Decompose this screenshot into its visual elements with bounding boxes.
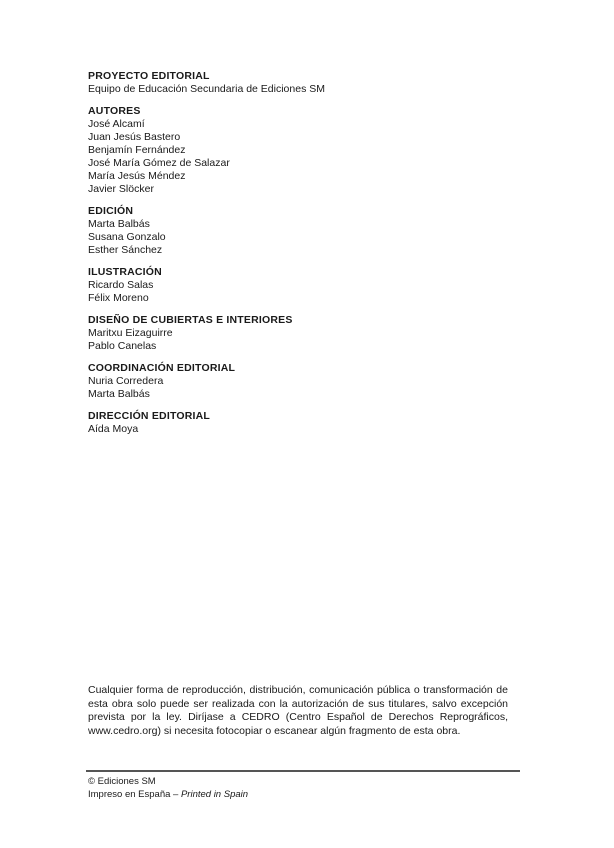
section-heading: COORDINACIÓN EDITORIAL (88, 362, 236, 374)
credit-name: Marta Balbás (88, 218, 150, 230)
copyright-line: © Ediciones SM (88, 776, 156, 787)
credit-section (88, 410, 518, 436)
credit-name: Susana Gonzalo (88, 231, 166, 243)
credit-name: Marta Balbás (88, 388, 150, 400)
section-heading: DIRECCIÓN EDITORIAL (88, 410, 211, 422)
credit-section (88, 362, 518, 401)
credit-name: María Jesús Méndez (88, 170, 186, 182)
credit-section (88, 266, 518, 305)
footer-divider (86, 770, 520, 772)
section-heading: EDICIÓN (88, 205, 134, 217)
credit-name: Equipo de Educación Secundaria de Ediciones SM (88, 83, 325, 95)
legal-notice: Cualquier forma de reproducción, distribución, comunicación pública o transformación de esta obra solo puede ser realizada con la autorización de sus titulares, salvo excepción prevista por la ley. Diríjase a CEDRO (Centro Español de Derechos Reprográficos, www.cedro.org) si necesita fotocopiar o escanear algún fragmento de esta obra. (88, 684, 508, 737)
section-heading: AUTORES (88, 105, 141, 117)
section-heading: ILUSTRACIÓN (88, 266, 162, 278)
credit-name: José María Gómez de Salazar (88, 157, 230, 169)
section-heading: PROYECTO EDITORIAL (88, 70, 210, 82)
credit-name: Javier Slöcker (88, 183, 154, 195)
credit-name: Nuria Corredera (88, 375, 164, 387)
credit-name: Pablo Canelas (88, 340, 157, 352)
credit-section (88, 105, 518, 196)
section-heading: DISEÑO DE CUBIERTAS E INTERIORES (88, 314, 293, 326)
printed-in-english: Printed in Spain (180, 789, 249, 800)
credit-name: Benjamín Fernández (88, 144, 186, 156)
printed-in-spanish: Impreso en España – (88, 789, 181, 800)
credit-name: Esther Sánchez (88, 244, 163, 256)
credit-name: José Alcamí (88, 118, 145, 130)
credit-name: Aída Moya (88, 423, 139, 435)
credit-section (88, 314, 518, 353)
credit-section (88, 70, 518, 96)
printed-in-line (88, 788, 518, 801)
credit-name: Ricardo Salas (88, 279, 154, 291)
footer (88, 775, 518, 801)
credit-section (88, 205, 518, 257)
credits-block (88, 70, 518, 445)
credit-name: Maritxu Eizaguirre (88, 327, 173, 339)
credit-name: Juan Jesús Bastero (88, 131, 181, 143)
credit-name: Félix Moreno (88, 292, 149, 304)
